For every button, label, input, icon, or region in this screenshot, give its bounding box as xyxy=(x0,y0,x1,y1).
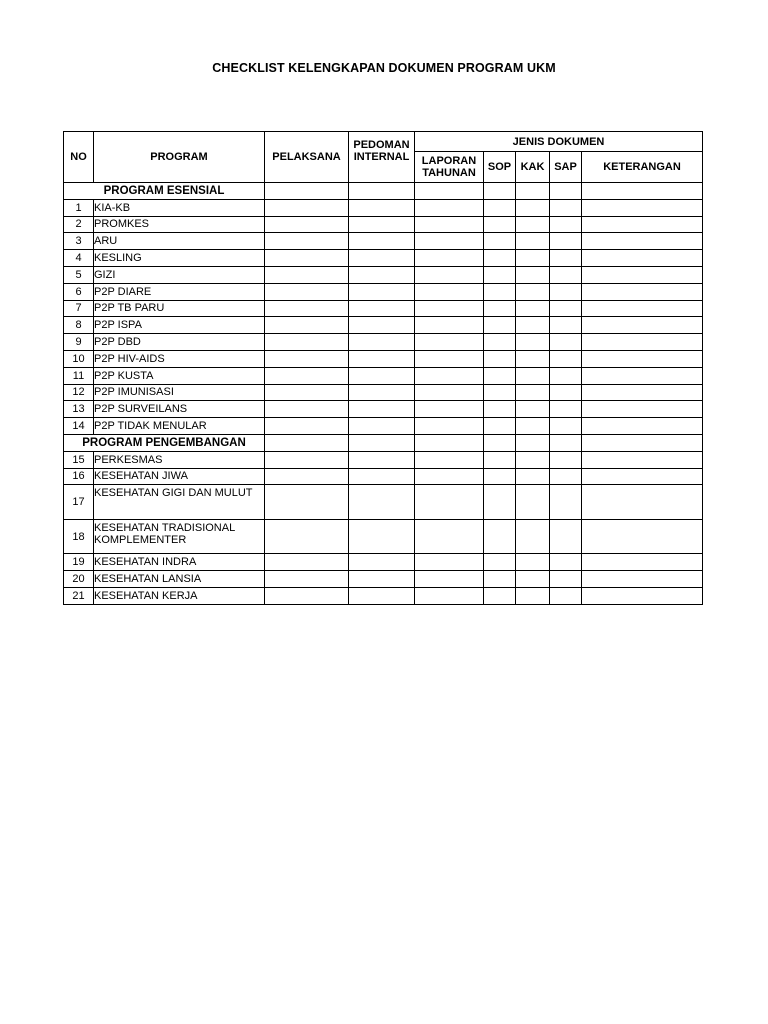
page-title: CHECKLIST KELENGKAPAN DOKUMEN PROGRAM UKM xyxy=(212,61,556,75)
row-number: 18 xyxy=(64,519,94,554)
sap-cell[interactable] xyxy=(550,233,582,250)
sap-cell[interactable] xyxy=(550,384,582,401)
laporan-cell[interactable] xyxy=(415,199,484,216)
program-name: P2P DIARE xyxy=(94,283,265,300)
sap-cell[interactable] xyxy=(550,451,582,468)
pedoman-cell[interactable] xyxy=(349,451,415,468)
row-number: 14 xyxy=(64,418,94,435)
program-name: P2P DBD xyxy=(94,334,265,351)
sap-cell[interactable] xyxy=(550,468,582,485)
sop-cell[interactable] xyxy=(484,367,516,384)
laporan-cell[interactable] xyxy=(415,571,484,588)
pelaksana-cell[interactable] xyxy=(265,300,349,317)
program-name: KESEHATAN JIWA xyxy=(94,468,265,485)
keterangan-cell[interactable] xyxy=(582,367,703,384)
laporan-cell[interactable] xyxy=(415,468,484,485)
kak-cell[interactable] xyxy=(516,250,550,267)
sap-cell[interactable] xyxy=(550,266,582,283)
keterangan-cell[interactable] xyxy=(582,350,703,367)
row-number: 7 xyxy=(64,300,94,317)
row-number: 2 xyxy=(64,216,94,233)
sap-cell[interactable] xyxy=(550,571,582,588)
keterangan-cell[interactable] xyxy=(582,519,703,554)
table-row xyxy=(64,199,703,216)
pelaksana-cell[interactable] xyxy=(265,468,349,485)
sop-cell[interactable] xyxy=(484,233,516,250)
empty-cell xyxy=(415,434,484,451)
program-name: KESEHATAN GIGI DAN MULUT xyxy=(94,485,265,520)
laporan-cell[interactable] xyxy=(415,587,484,604)
header-keterangan: KETERANGAN xyxy=(582,152,703,183)
sop-cell[interactable] xyxy=(484,418,516,435)
header-sop: SOP xyxy=(484,152,516,183)
table-row xyxy=(64,384,703,401)
keterangan-cell[interactable] xyxy=(582,485,703,520)
section-label: PROGRAM PENGEMBANGAN xyxy=(64,434,265,451)
table-row xyxy=(64,216,703,233)
empty-cell xyxy=(484,183,516,200)
pelaksana-cell[interactable] xyxy=(265,317,349,334)
program-name: PROMKES xyxy=(94,216,265,233)
empty-cell xyxy=(550,183,582,200)
row-number: 19 xyxy=(64,554,94,571)
kak-cell[interactable] xyxy=(516,418,550,435)
program-name: KESLING xyxy=(94,250,265,267)
keterangan-cell[interactable] xyxy=(582,418,703,435)
row-number: 13 xyxy=(64,401,94,418)
section-label: PROGRAM ESENSIAL xyxy=(64,183,265,200)
keterangan-cell[interactable] xyxy=(582,334,703,351)
table-row xyxy=(64,468,703,485)
laporan-cell[interactable] xyxy=(415,401,484,418)
kak-cell[interactable] xyxy=(516,266,550,283)
table-row xyxy=(64,250,703,267)
kak-cell[interactable] xyxy=(516,300,550,317)
pedoman-cell[interactable] xyxy=(349,266,415,283)
sop-cell[interactable] xyxy=(484,451,516,468)
keterangan-cell[interactable] xyxy=(582,199,703,216)
table-row xyxy=(64,367,703,384)
empty-cell xyxy=(415,183,484,200)
header-pedoman-internal xyxy=(349,132,415,183)
laporan-cell[interactable] xyxy=(415,451,484,468)
row-number: 8 xyxy=(64,317,94,334)
kak-cell[interactable] xyxy=(516,401,550,418)
sap-cell[interactable] xyxy=(550,350,582,367)
program-name: P2P KUSTA xyxy=(94,367,265,384)
header-program: PROGRAM xyxy=(94,132,265,183)
header-laporan-tahunan: LAPORAN TAHUNAN xyxy=(415,152,484,183)
pedoman-cell[interactable] xyxy=(349,554,415,571)
program-name: KESEHATAN KERJA xyxy=(94,587,265,604)
sap-cell[interactable] xyxy=(550,199,582,216)
empty-cell xyxy=(516,183,550,200)
sap-cell[interactable] xyxy=(550,587,582,604)
header-sap: SAP xyxy=(550,152,582,183)
row-number: 3 xyxy=(64,233,94,250)
sap-cell[interactable] xyxy=(550,485,582,520)
laporan-cell[interactable] xyxy=(415,283,484,300)
laporan-cell[interactable] xyxy=(415,350,484,367)
kak-cell[interactable] xyxy=(516,384,550,401)
sop-cell[interactable] xyxy=(484,350,516,367)
table-row xyxy=(64,350,703,367)
sop-cell[interactable] xyxy=(484,317,516,334)
pelaksana-cell[interactable] xyxy=(265,266,349,283)
pelaksana-cell[interactable] xyxy=(265,571,349,588)
laporan-cell[interactable] xyxy=(415,317,484,334)
pedoman-cell[interactable] xyxy=(349,317,415,334)
row-number: 20 xyxy=(64,571,94,588)
pedoman-cell[interactable] xyxy=(349,350,415,367)
pedoman-cell[interactable] xyxy=(349,384,415,401)
laporan-cell[interactable] xyxy=(415,418,484,435)
kak-cell[interactable] xyxy=(516,317,550,334)
pelaksana-cell[interactable] xyxy=(265,401,349,418)
keterangan-cell[interactable] xyxy=(582,317,703,334)
table-row xyxy=(64,418,703,435)
sop-cell[interactable] xyxy=(484,571,516,588)
laporan-cell[interactable] xyxy=(415,485,484,520)
keterangan-cell[interactable] xyxy=(582,283,703,300)
pedoman-cell[interactable] xyxy=(349,199,415,216)
sop-cell[interactable] xyxy=(484,519,516,554)
kak-cell[interactable] xyxy=(516,367,550,384)
laporan-cell[interactable] xyxy=(415,519,484,554)
sap-cell[interactable] xyxy=(550,283,582,300)
program-name: P2P TIDAK MENULAR xyxy=(94,418,265,435)
keterangan-cell[interactable] xyxy=(582,384,703,401)
pelaksana-cell[interactable] xyxy=(265,451,349,468)
table-row xyxy=(64,300,703,317)
sap-cell[interactable] xyxy=(550,250,582,267)
pelaksana-cell[interactable] xyxy=(265,384,349,401)
laporan-cell[interactable] xyxy=(415,554,484,571)
header-kak: KAK xyxy=(516,152,550,183)
pedoman-cell[interactable] xyxy=(349,250,415,267)
sap-cell[interactable] xyxy=(550,300,582,317)
pedoman-cell[interactable] xyxy=(349,300,415,317)
pedoman-cell[interactable] xyxy=(349,485,415,520)
program-name: KESEHATAN TRADISIONAL KOMPLEMENTER xyxy=(94,519,265,554)
empty-cell xyxy=(349,434,415,451)
keterangan-cell[interactable] xyxy=(582,587,703,604)
table-row xyxy=(64,451,703,468)
pelaksana-cell[interactable] xyxy=(265,519,349,554)
program-name: KESEHATAN LANSIA xyxy=(94,571,265,588)
kak-cell[interactable] xyxy=(516,554,550,571)
keterangan-cell[interactable] xyxy=(582,233,703,250)
pedoman-cell[interactable] xyxy=(349,334,415,351)
pelaksana-cell[interactable] xyxy=(265,367,349,384)
table-row xyxy=(64,571,703,588)
program-name: P2P SURVEILANS xyxy=(94,401,265,418)
sop-cell[interactable] xyxy=(484,283,516,300)
table-row xyxy=(64,283,703,300)
pelaksana-cell[interactable] xyxy=(265,233,349,250)
kak-cell[interactable] xyxy=(516,468,550,485)
keterangan-cell[interactable] xyxy=(582,554,703,571)
row-number: 1 xyxy=(64,199,94,216)
pelaksana-cell[interactable] xyxy=(265,199,349,216)
table-row xyxy=(64,233,703,250)
table-row xyxy=(64,334,703,351)
pelaksana-cell[interactable] xyxy=(265,554,349,571)
keterangan-cell[interactable] xyxy=(582,401,703,418)
program-name: P2P ISPA xyxy=(94,317,265,334)
keterangan-cell[interactable] xyxy=(582,571,703,588)
kak-cell[interactable] xyxy=(516,350,550,367)
keterangan-cell[interactable] xyxy=(582,300,703,317)
pedoman-cell[interactable] xyxy=(349,571,415,588)
row-number: 5 xyxy=(64,266,94,283)
pedoman-cell[interactable] xyxy=(349,283,415,300)
keterangan-cell[interactable] xyxy=(582,250,703,267)
keterangan-cell[interactable] xyxy=(582,451,703,468)
table-row xyxy=(64,587,703,604)
empty-cell xyxy=(484,434,516,451)
keterangan-cell[interactable] xyxy=(582,266,703,283)
header-jenis-dokumen: JENIS DOKUMEN xyxy=(415,132,703,152)
empty-cell xyxy=(349,183,415,200)
pelaksana-cell[interactable] xyxy=(265,485,349,520)
sap-cell[interactable] xyxy=(550,401,582,418)
program-name: KIA-KB xyxy=(94,199,265,216)
kak-cell[interactable] xyxy=(516,451,550,468)
table-row xyxy=(64,266,703,283)
table-row xyxy=(64,401,703,418)
row-number: 6 xyxy=(64,283,94,300)
row-number: 9 xyxy=(64,334,94,351)
pelaksana-cell[interactable] xyxy=(265,283,349,300)
row-number: 10 xyxy=(64,350,94,367)
row-number: 11 xyxy=(64,367,94,384)
program-name: P2P TB PARU xyxy=(94,300,265,317)
pelaksana-cell[interactable] xyxy=(265,350,349,367)
pelaksana-cell[interactable] xyxy=(265,334,349,351)
header-no: NO xyxy=(64,132,94,183)
row-number: 12 xyxy=(64,384,94,401)
kak-cell[interactable] xyxy=(516,199,550,216)
pelaksana-cell[interactable] xyxy=(265,250,349,267)
table-row xyxy=(64,317,703,334)
kak-cell[interactable] xyxy=(516,571,550,588)
kak-cell[interactable] xyxy=(516,233,550,250)
laporan-cell[interactable] xyxy=(415,250,484,267)
program-name: P2P HIV-AIDS xyxy=(94,350,265,367)
laporan-cell[interactable] xyxy=(415,233,484,250)
sop-cell[interactable] xyxy=(484,334,516,351)
empty-cell xyxy=(582,183,703,200)
pelaksana-cell[interactable] xyxy=(265,418,349,435)
program-name: ARU xyxy=(94,233,265,250)
table-row xyxy=(64,485,703,520)
kak-cell[interactable] xyxy=(516,485,550,520)
row-number: 17 xyxy=(64,485,94,520)
pedoman-cell[interactable] xyxy=(349,367,415,384)
kak-cell[interactable] xyxy=(516,216,550,233)
sop-cell[interactable] xyxy=(484,199,516,216)
pedoman-cell[interactable] xyxy=(349,468,415,485)
header-pedoman-internal-label: PEDOMAN INTERNAL xyxy=(353,139,410,163)
sop-cell[interactable] xyxy=(484,300,516,317)
empty-cell xyxy=(265,183,349,200)
program-name: GIZI xyxy=(94,266,265,283)
kak-cell[interactable] xyxy=(516,334,550,351)
program-name: KESEHATAN INDRA xyxy=(94,554,265,571)
laporan-cell[interactable] xyxy=(415,384,484,401)
empty-cell xyxy=(582,434,703,451)
row-number: 21 xyxy=(64,587,94,604)
empty-cell xyxy=(550,434,582,451)
sap-cell[interactable] xyxy=(550,216,582,233)
sop-cell[interactable] xyxy=(484,384,516,401)
section-row xyxy=(64,434,703,451)
sop-cell[interactable] xyxy=(484,468,516,485)
table-body xyxy=(64,183,703,605)
keterangan-cell[interactable] xyxy=(582,216,703,233)
sap-cell[interactable] xyxy=(550,418,582,435)
pelaksana-cell[interactable] xyxy=(265,216,349,233)
sop-cell[interactable] xyxy=(484,250,516,267)
sap-cell[interactable] xyxy=(550,554,582,571)
kak-cell[interactable] xyxy=(516,587,550,604)
section-row xyxy=(64,183,703,200)
sap-cell[interactable] xyxy=(550,519,582,554)
program-name: P2P IMUNISASI xyxy=(94,384,265,401)
row-number: 16 xyxy=(64,468,94,485)
row-number: 15 xyxy=(64,451,94,468)
empty-cell xyxy=(516,434,550,451)
row-number: 4 xyxy=(64,250,94,267)
sap-cell[interactable] xyxy=(550,367,582,384)
checklist-table xyxy=(63,131,703,605)
sop-cell[interactable] xyxy=(484,266,516,283)
kak-cell[interactable] xyxy=(516,283,550,300)
sap-cell[interactable] xyxy=(550,317,582,334)
pedoman-cell[interactable] xyxy=(349,216,415,233)
sop-cell[interactable] xyxy=(484,401,516,418)
laporan-cell[interactable] xyxy=(415,300,484,317)
pedoman-cell[interactable] xyxy=(349,587,415,604)
pedoman-cell[interactable] xyxy=(349,519,415,554)
laporan-cell[interactable] xyxy=(415,334,484,351)
laporan-cell[interactable] xyxy=(415,266,484,283)
laporan-cell[interactable] xyxy=(415,216,484,233)
sop-cell[interactable] xyxy=(484,587,516,604)
header-pelaksana: PELAKSANA xyxy=(265,132,349,183)
table-row xyxy=(64,519,703,554)
program-name: PERKESMAS xyxy=(94,451,265,468)
keterangan-cell[interactable] xyxy=(582,468,703,485)
pedoman-cell[interactable] xyxy=(349,418,415,435)
sop-cell[interactable] xyxy=(484,485,516,520)
table-row xyxy=(64,554,703,571)
pedoman-cell[interactable] xyxy=(349,401,415,418)
kak-cell[interactable] xyxy=(516,519,550,554)
sop-cell[interactable] xyxy=(484,216,516,233)
pelaksana-cell[interactable] xyxy=(265,587,349,604)
pedoman-cell[interactable] xyxy=(349,233,415,250)
empty-cell xyxy=(265,434,349,451)
laporan-cell[interactable] xyxy=(415,367,484,384)
sap-cell[interactable] xyxy=(550,334,582,351)
sop-cell[interactable] xyxy=(484,554,516,571)
